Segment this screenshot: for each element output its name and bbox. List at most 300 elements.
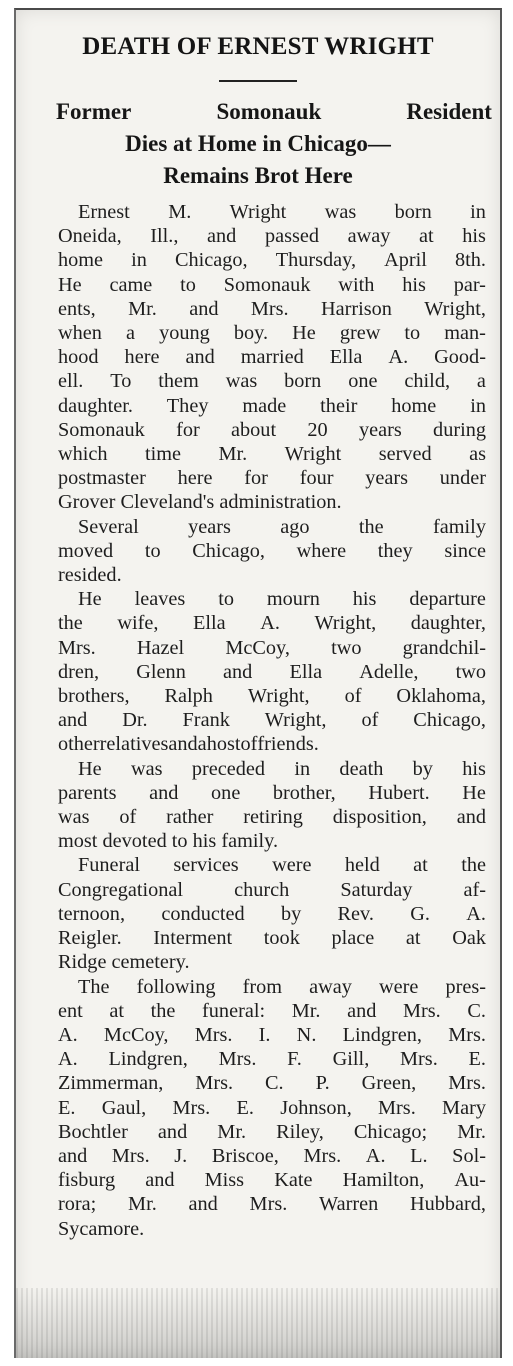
word: the: [358, 515, 384, 538]
word: G.: [410, 902, 430, 925]
word: them: [158, 370, 199, 393]
word: Ridge cemetery.: [58, 951, 190, 974]
word: for: [244, 467, 268, 490]
word: Green,: [361, 1072, 417, 1095]
headline-rule: [219, 80, 297, 82]
word: Zimmerman,: [58, 1072, 164, 1095]
headline: DEATH OF ERNEST WRIGHT: [82, 33, 434, 60]
word: brother,: [272, 781, 336, 804]
word: man-: [444, 322, 486, 345]
word: disposition,: [332, 806, 427, 829]
article-body: [58, 200, 486, 1241]
word: Riley,: [276, 1120, 324, 1143]
word: Funeral: [78, 854, 140, 877]
word: from: [242, 975, 282, 998]
word: Mrs.: [378, 1096, 416, 1119]
word: departure: [409, 588, 486, 611]
word: ent: [58, 999, 83, 1022]
text-line: [58, 442, 486, 466]
text-line: [58, 975, 486, 999]
text-line: [58, 926, 486, 950]
word: Hamilton,: [342, 1169, 425, 1192]
paragraph: [58, 515, 486, 588]
text-line: [58, 611, 486, 635]
word: relatives: [99, 733, 169, 756]
word: Somonauk: [58, 418, 145, 441]
word: dren,: [58, 660, 100, 683]
word: Saturday: [340, 878, 413, 901]
word: following: [136, 975, 216, 998]
word: their: [320, 394, 358, 417]
word: fisburg: [58, 1169, 116, 1192]
paragraph: [58, 587, 486, 756]
word: years: [365, 467, 409, 490]
word: married: [240, 346, 304, 369]
word: his: [462, 757, 486, 780]
word: Mr.: [217, 1120, 247, 1143]
word: since: [444, 539, 486, 562]
word: daughter.: [58, 394, 133, 417]
word: Glenn: [136, 660, 186, 683]
word: years: [188, 515, 231, 538]
word: pres-: [445, 975, 486, 998]
word: Wright: [284, 443, 342, 466]
word: He: [462, 781, 486, 804]
text-line: [58, 853, 486, 877]
text-line: [58, 1071, 486, 1095]
word: Mrs.: [172, 1096, 211, 1119]
word: and: [149, 781, 179, 804]
word: and: [189, 297, 219, 320]
word: a: [126, 322, 136, 345]
word: Mrs.: [448, 1072, 486, 1095]
word: Ella: [329, 346, 363, 369]
word: ents,: [58, 297, 96, 320]
word: 20: [307, 418, 328, 441]
text-line: [58, 466, 486, 490]
word: which: [58, 443, 108, 466]
word: and: [157, 1120, 188, 1143]
word: I.: [258, 1023, 271, 1046]
text-line: [58, 1096, 486, 1120]
word: Briscoe,: [211, 1144, 279, 1167]
word: was: [225, 370, 258, 393]
word: Frank: [182, 709, 230, 732]
word: F.: [287, 1048, 302, 1071]
word: ell.: [58, 370, 84, 393]
word: church: [234, 878, 290, 901]
word: during: [433, 418, 486, 441]
word: of: [240, 733, 258, 756]
word: Oklahoma,: [396, 685, 486, 708]
word: af-: [463, 878, 486, 901]
word: leaves: [134, 588, 186, 611]
subheadline-line: [16, 96, 500, 128]
word: Mrs.: [58, 636, 96, 659]
word: Chicago,: [174, 249, 248, 272]
word: Lindgren,: [342, 1023, 422, 1046]
word: two: [331, 636, 362, 659]
word: one: [348, 370, 378, 393]
word: A.: [466, 902, 486, 925]
word: away: [347, 225, 391, 248]
text-line: [58, 708, 486, 732]
word: were: [272, 854, 312, 877]
word: and: [58, 1144, 88, 1167]
word: and: [207, 225, 237, 248]
word: Chicago,: [192, 539, 265, 562]
word: about: [231, 418, 277, 441]
word: to: [404, 322, 421, 345]
word: was: [58, 806, 90, 829]
text-line: [58, 200, 486, 224]
text-line: [58, 781, 486, 805]
word: He: [292, 322, 316, 345]
text-line: [58, 1047, 486, 1071]
word: Interment: [153, 927, 233, 950]
word: He: [58, 273, 82, 296]
subheadline-word: Somonauk: [216, 99, 322, 124]
text-line: [58, 1168, 486, 1192]
word: Sycamore.: [58, 1217, 145, 1240]
word: and: [168, 733, 198, 756]
word: born: [394, 201, 432, 223]
word: grandchil-: [402, 636, 486, 659]
text-line: [58, 902, 486, 926]
word: A.: [365, 1144, 386, 1167]
word: passed: [264, 225, 320, 248]
word: Adelle,: [359, 660, 419, 683]
word: here: [124, 346, 160, 369]
word: Reigler.: [58, 927, 122, 950]
word: Hubbard,: [409, 1193, 486, 1216]
word: Mrs.: [400, 1048, 438, 1071]
word: Oak: [452, 927, 486, 950]
subheadline-word: Remains Brot Here: [163, 163, 353, 188]
word: Rev.: [337, 902, 374, 925]
word: was: [324, 201, 357, 223]
word: Mrs.: [249, 1193, 288, 1216]
word: came: [109, 273, 153, 296]
word: for: [176, 418, 200, 441]
subheadline-word: Resident: [406, 99, 492, 124]
word: The: [78, 975, 110, 998]
word: Somonauk: [223, 273, 311, 296]
text-line: [58, 1217, 486, 1241]
word: Wright: [229, 201, 287, 223]
word: was: [130, 757, 163, 780]
subheadline: [16, 96, 500, 192]
paragraph: [58, 975, 486, 1241]
word: Gaul,: [101, 1096, 147, 1119]
word: the: [461, 854, 486, 877]
word: friends.: [257, 733, 319, 756]
word: the: [58, 612, 83, 635]
word: They: [166, 394, 209, 417]
word: Several: [78, 515, 139, 538]
word: E.: [58, 1096, 76, 1119]
word: most devoted to his family.: [58, 830, 279, 853]
word: E.: [468, 1048, 486, 1071]
word: Mr.: [218, 443, 248, 466]
word: par-: [453, 273, 486, 296]
text-line: [58, 418, 486, 442]
word: young: [159, 322, 210, 345]
paragraph: [58, 757, 486, 854]
word: ternoon,: [58, 902, 126, 925]
word: a: [476, 370, 486, 393]
word: served: [378, 443, 432, 466]
word: with: [338, 273, 375, 296]
word: Mrs.: [303, 1144, 342, 1167]
word: and: [347, 999, 377, 1022]
subheadline-word: Dies at Home in Chicago—: [125, 131, 391, 156]
word: conducted: [161, 902, 245, 925]
text-line: [58, 829, 486, 853]
word: M.: [168, 201, 192, 223]
word: Miss: [204, 1169, 245, 1192]
word: as: [469, 443, 486, 466]
word: boy.: [233, 322, 269, 345]
word: A.: [260, 612, 280, 635]
word: resided.: [58, 564, 122, 587]
word: and: [58, 709, 88, 732]
word: and: [188, 1193, 218, 1216]
text-line: [58, 490, 486, 514]
word: of: [119, 806, 137, 829]
word: and: [185, 346, 215, 369]
word: Ralph: [164, 685, 213, 708]
word: 8th.: [455, 249, 486, 272]
subheadline-line: [16, 128, 500, 160]
word: Mrs.: [195, 1072, 234, 1095]
word: A.: [388, 346, 409, 369]
text-line: [58, 515, 486, 539]
word: Mrs.: [250, 297, 289, 320]
subheadline-word: Former: [56, 99, 132, 124]
word: two: [455, 660, 486, 683]
word: time: [145, 443, 182, 466]
word: Congregational: [58, 878, 184, 901]
word: Dr.: [122, 709, 148, 732]
word: hood: [58, 346, 99, 369]
word: years: [358, 418, 402, 441]
word: where: [296, 539, 347, 562]
word: services: [173, 854, 239, 877]
word: Sol-: [452, 1144, 486, 1167]
word: at: [413, 854, 428, 877]
word: at: [419, 225, 434, 248]
word: of: [344, 685, 362, 708]
word: by: [412, 757, 433, 780]
text-line: [58, 805, 486, 829]
word: McCoy,: [103, 1023, 169, 1046]
text-line: [58, 636, 486, 660]
word: under: [439, 467, 486, 490]
word: Lindgren,: [108, 1048, 188, 1071]
word: away: [309, 975, 352, 998]
word: Wright,: [424, 297, 486, 320]
word: in: [470, 394, 486, 417]
word: Ernest: [78, 201, 130, 223]
word: home: [391, 394, 437, 417]
word: Bochtler: [58, 1120, 128, 1143]
word: Hubert.: [368, 781, 430, 804]
word: and: [223, 660, 253, 683]
word: and: [456, 806, 486, 829]
word: L.: [410, 1144, 428, 1167]
word: E.: [236, 1096, 254, 1119]
word: He: [78, 757, 102, 780]
word: Mr.: [128, 297, 157, 320]
text-line: [58, 273, 486, 297]
word: his: [402, 273, 426, 296]
word: Wright,: [264, 709, 327, 732]
text-line: [58, 563, 486, 587]
word: his: [352, 588, 377, 611]
word: his: [462, 225, 486, 248]
word: child,: [404, 370, 451, 393]
word: Ella: [289, 660, 323, 683]
word: rora;: [58, 1193, 97, 1216]
word: Harrison: [320, 297, 392, 320]
word: retiring: [243, 806, 303, 829]
word: Kate: [274, 1169, 313, 1192]
word: To: [110, 370, 132, 393]
word: daughter,: [410, 612, 486, 635]
word: moved: [58, 539, 114, 562]
word: held: [344, 854, 380, 877]
word: took: [263, 927, 300, 950]
word: Good-: [434, 346, 486, 369]
word: home: [58, 249, 104, 272]
word: Chicago,: [413, 709, 486, 732]
word: He: [78, 588, 102, 611]
word: family: [433, 515, 486, 538]
text-line: [58, 369, 486, 393]
word: Au-: [454, 1169, 486, 1192]
text-line: [58, 297, 486, 321]
word: made: [242, 394, 287, 417]
text-line: [58, 321, 486, 345]
word: J.: [174, 1144, 188, 1167]
paragraph: [58, 200, 486, 515]
word: A.: [58, 1048, 78, 1071]
word: mourn: [266, 588, 320, 611]
word: funeral:: [202, 999, 266, 1022]
word: parents: [58, 781, 117, 804]
text-line: [58, 587, 486, 611]
word: Mr.: [291, 999, 321, 1022]
text-line: [58, 999, 486, 1023]
word: wife,: [117, 612, 159, 635]
word: born: [284, 370, 322, 393]
word: Hazel: [136, 636, 185, 659]
word: C.: [467, 999, 486, 1022]
word: Mr.: [128, 1193, 157, 1216]
word: place: [331, 927, 375, 950]
word: a: [197, 733, 207, 756]
word: other: [58, 733, 100, 756]
word: rather: [166, 806, 214, 829]
word: in: [294, 757, 311, 780]
word: Mrs.: [402, 999, 441, 1022]
word: Mrs.: [194, 1023, 233, 1046]
word: at: [109, 999, 125, 1022]
word: by: [280, 902, 302, 925]
text-line: [58, 684, 486, 708]
word: A.: [58, 1023, 78, 1046]
word: Mary: [442, 1096, 486, 1119]
word: Johnson,: [280, 1096, 352, 1119]
text-line: [58, 539, 486, 563]
word: Mrs.: [448, 1023, 486, 1046]
word: of: [361, 709, 379, 732]
word: one: [211, 781, 241, 804]
word: C.: [265, 1072, 284, 1095]
word: four: [299, 467, 334, 490]
word: Wright,: [247, 685, 310, 708]
word: Mrs.: [218, 1048, 257, 1071]
word: host: [206, 733, 241, 756]
word: postmaster: [58, 467, 146, 490]
word: Chicago;: [353, 1120, 428, 1143]
text-line: [58, 1023, 486, 1047]
word: death: [339, 757, 384, 780]
text-line: [58, 345, 486, 369]
word: Wright,: [314, 612, 377, 635]
paragraph: [58, 853, 486, 974]
subheadline-line: [16, 160, 500, 192]
word: to: [144, 539, 161, 562]
text-line: [58, 1192, 486, 1216]
text-line: [58, 1144, 486, 1168]
text-line: [58, 878, 486, 902]
word: at: [405, 927, 421, 950]
word: they: [377, 539, 413, 562]
word: ago: [280, 515, 310, 538]
word: P.: [315, 1072, 330, 1095]
word: grew: [339, 322, 381, 345]
word: McCoy,: [225, 636, 290, 659]
text-line: [58, 732, 486, 756]
word: brothers,: [58, 685, 130, 708]
text-line: [58, 248, 486, 272]
word: Warren: [319, 1193, 379, 1216]
word: in: [470, 201, 486, 223]
text-line: [58, 950, 486, 974]
word: Oneida,: [58, 225, 122, 248]
word: and: [145, 1169, 175, 1192]
word: were: [378, 975, 419, 998]
word: when: [58, 322, 102, 345]
word: preceded: [191, 757, 266, 780]
word: here: [177, 467, 213, 490]
word: Ill.,: [150, 225, 179, 248]
word: April: [384, 249, 427, 272]
word: Gill,: [332, 1048, 370, 1071]
word: Grover Cleveland's administration.: [58, 491, 342, 514]
newspaper-clipping: [14, 8, 502, 1358]
word: the: [150, 999, 176, 1022]
text-line: [58, 757, 486, 781]
word: Thursday,: [275, 249, 357, 272]
word: to: [180, 273, 196, 296]
text-line: [58, 1120, 486, 1144]
word: Mrs.: [111, 1144, 150, 1167]
word: to: [218, 588, 234, 611]
word: Mr.: [457, 1120, 486, 1143]
